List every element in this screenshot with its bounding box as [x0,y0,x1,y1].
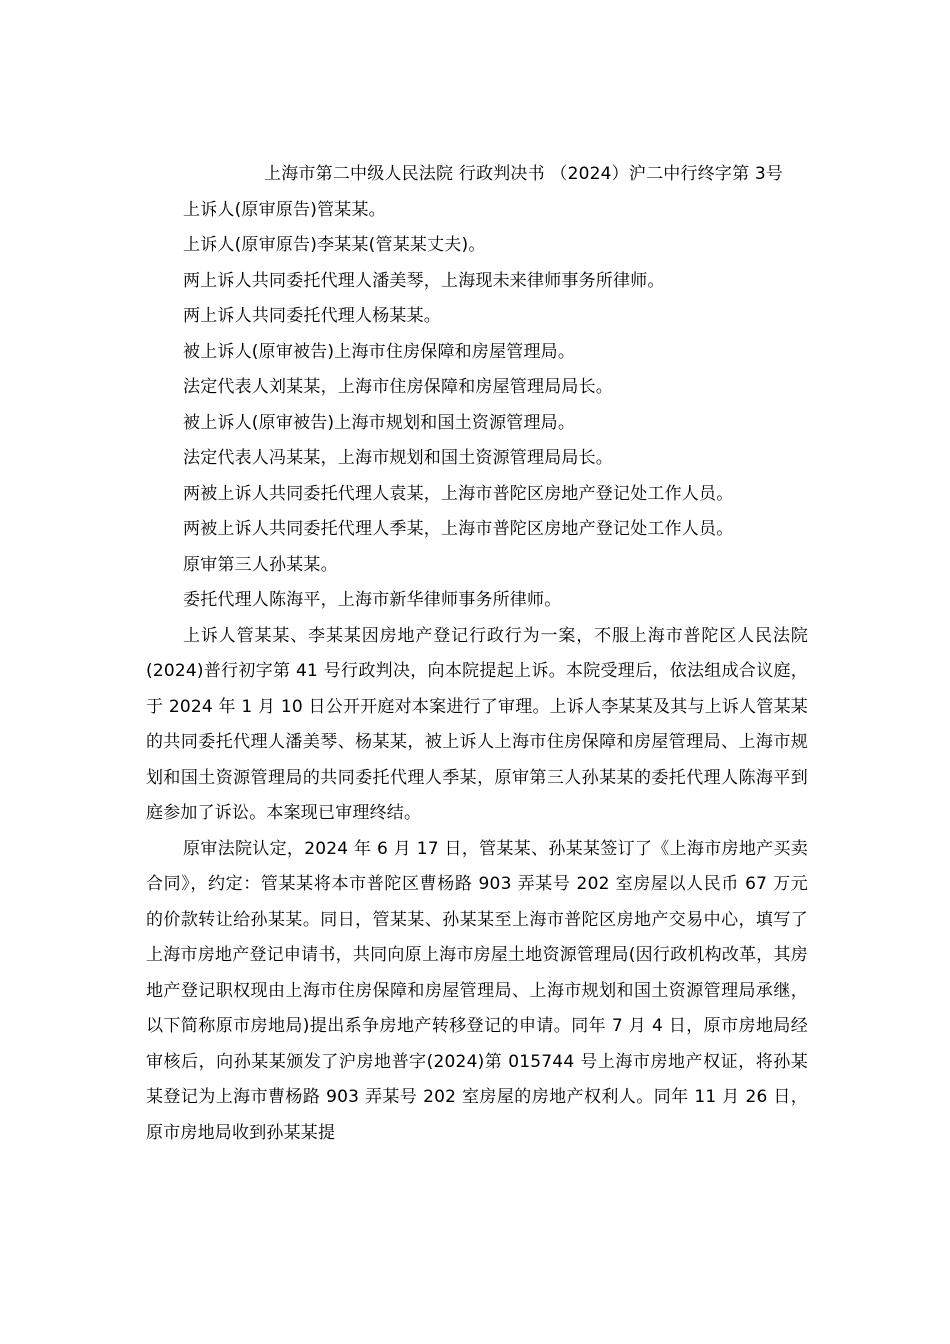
body-paragraph: 上诉人管某某、李某某因房地产登记行政行为一案，不服上海市普陀区人民法院(2024)普行初字第 41 号行政判决，向本院提起上诉。本院受理后，依法组成合议庭，于 2024 年 1 月 10 日公开开庭对本案进行了审理。上诉人李某某及其与上诉人管某某的共同委托代理人潘美琴、杨某某，被上诉人上海市住房保障和房屋管理局、上海市规划和国土资源管理局的共同委托代理人季某，原审第三人孙某某的委托代理人陈海平到庭参加了诉讼。本案现已审理终结。 [146,625,808,823]
body-paragraph: 原审法院认定，2024 年 6 月 17 日，管某某、孙某某签订了《上海市房地产买卖合同》，约定：管某某将本市普陀区曹杨路 903 弄某号 202 室房屋以人民币 67 万元的价款转让给孙某某。同日，管某某、孙某某至上海市普陀区房地产交易中心，填写了上海市房地产登记申请书，共同向原上海市房屋土地资源管理局(因行政机构改革，其房地产登记职权现由上海市住房保障和房屋管理局、上海市规划和国土资源管理局承继，以下简称原市房地局)提出系争房地产转移登记的申请。同年 7 月 4 日，原市房地局经审核后，向孙某某颁发了沪房地普字(2024)第 015744 号上海市房地产权证，将孙某某登记为上海市曹杨路 903 弄某号 202 室房屋的房地产权利人。同年 11 月 26 日，原市房地局收到孙某某提 [146,838,808,1143]
party-line: 法定代表人刘某某，上海市住房保障和房屋管理局局长。 [183,377,613,397]
party-line: 上诉人(原审原告)李某某(管某某丈夫)。 [183,235,486,255]
judgment-body [146,157,808,1151]
party-line: 法定代表人冯某某，上海市规划和国土资源管理局局长。 [183,448,613,468]
party-line: 被上诉人(原审被告)上海市规划和国土资源管理局。 [183,412,576,433]
party-line: 两被上诉人共同委托代理人袁某，上海市普陀区房地产登记处工作人员。 [183,483,734,504]
party-line: 委托代理人陈海平，上海市新华律师事务所律师。 [183,590,562,610]
party-line: 上诉人(原审原告)管某某。 [183,199,386,220]
document-title: 上海市第二中级人民法院 行政判决书 （2024）沪二中行终字第 3号 [264,164,784,184]
party-line: 两上诉人共同委托代理人潘美琴，上海现未来律师事务所律师。 [183,270,665,291]
party-line: 两上诉人共同委托代理人杨某某。 [183,306,441,326]
party-line: 两被上诉人共同委托代理人季某，上海市普陀区房地产登记处工作人员。 [183,519,734,539]
party-line: 被上诉人(原审被告)上海市住房保障和房屋管理局。 [183,341,576,362]
party-line: 原审第三人孙某某。 [183,554,338,575]
